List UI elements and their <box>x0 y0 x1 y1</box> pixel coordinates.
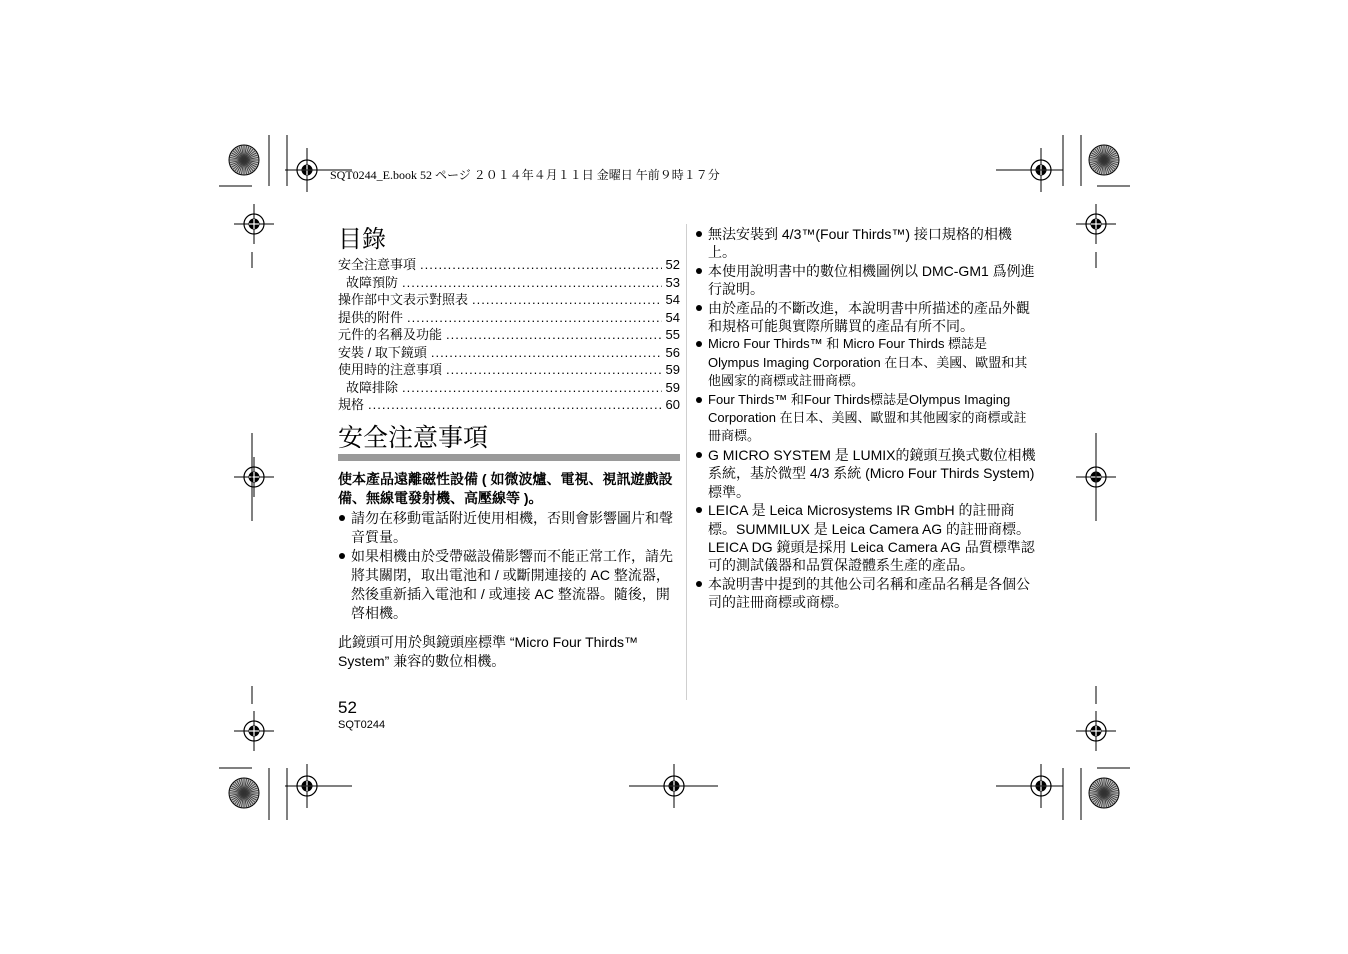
toc-entry-page: 52 <box>665 257 680 272</box>
notice-bullet-list <box>695 225 1037 612</box>
toc-entry-4[interactable] <box>338 326 680 344</box>
toc-entry-page: 53 <box>665 274 680 290</box>
notice-bullet-3: Micro Four Thirds™ 和 Micro Four Thirds 標誌是 Olympus Imaging Corporation 在日本、美國、歐盟和其他國家的商標或註冊商標。 <box>695 335 1037 390</box>
toc-entry-1[interactable] <box>338 274 680 292</box>
registration-crosshair-mark <box>234 204 274 244</box>
toc-entry-label: 操作部中文表示對照表 <box>338 292 469 307</box>
safety-bullet-list <box>338 509 680 623</box>
compatibility-note: 此鏡頭可用於與鏡頭座標準 “Micro Four Thirds™ System” 兼容的數位相機。 <box>338 633 638 669</box>
notice-bullet-4: Four Thirds™ 和Four Thirds標誌是Olympus Imaging Corporation 在日本、美國、歐盟和其他國家的商標或註冊商標。 <box>695 391 1037 446</box>
color-registration-starburst <box>229 145 259 175</box>
toc-entry-page: 55 <box>665 327 680 342</box>
toc-leader-dots <box>446 326 662 344</box>
toc-leader-dots <box>402 274 662 292</box>
toc-leader-dots <box>431 344 662 362</box>
toc-leader-dots <box>407 309 662 327</box>
toc-entry-page: 56 <box>665 344 680 360</box>
notice-bullet-0: 無法安裝到 4/3™(Four Thirds™) 接口規格的相機上。 <box>695 225 1037 262</box>
toc-entry-label: 故障排除 <box>346 379 399 395</box>
toc-entry-label: 安裝 / 取下鏡頭 <box>338 344 427 360</box>
toc-entry-8[interactable] <box>338 396 680 414</box>
toc-entry-page: 54 <box>665 309 680 325</box>
toc-entry-label: 使用時的注意事項 <box>338 362 443 377</box>
safety-bullet-0: 請勿在移動電話附近使用相機，否則會影響圖片和聲音質量。 <box>338 509 680 547</box>
notice-bullet-2: 由於產品的不斷改進，本說明書中所描述的產品外觀和規格可能與實際所購買的產品有所不同。 <box>695 299 1037 336</box>
toc-entry-3[interactable] <box>338 309 680 327</box>
notice-bullet-5: G MICRO SYSTEM 是 LUMIX的鏡頭互換式數位相機系統，基於微型 4/3 系統 (Micro Four Thirds System) 標準。 <box>695 446 1037 501</box>
page-number: 52 <box>338 698 357 717</box>
left-column <box>338 224 680 671</box>
color-registration-starburst <box>1089 145 1119 175</box>
registration-crosshair-mark <box>1076 711 1116 751</box>
toc-leader-dots <box>446 361 662 379</box>
notice-bullet-1: 本使用說明書中的數位相機圖例以 DMC-GM1 爲例進行說明。 <box>695 262 1037 299</box>
toc-entry-page: 59 <box>665 362 680 377</box>
toc-entry-label: 安全注意事項 <box>338 257 417 272</box>
right-column <box>695 224 1037 612</box>
toc-entry-0[interactable] <box>338 256 680 274</box>
toc-entry-6[interactable] <box>338 361 680 379</box>
toc-entry-7[interactable] <box>338 379 680 397</box>
toc-entry-label: 元件的名稱及功能 <box>338 327 443 342</box>
color-registration-starburst <box>229 778 259 808</box>
registration-crosshair-mark <box>234 457 274 497</box>
toc-title: 目錄 <box>338 226 386 253</box>
toc-entry-label: 規格 <box>338 397 365 412</box>
toc-entry-page: 54 <box>665 292 680 307</box>
toc-leader-dots <box>420 256 662 274</box>
toc-entry-5[interactable] <box>338 344 680 362</box>
registration-crosshair-mark <box>1076 204 1116 244</box>
print-header: SQT0244_E.book 52 ページ ２０１４年４月１１日 金曜日 午前９時１７分 <box>330 168 720 182</box>
color-registration-starburst <box>1089 778 1119 808</box>
safety-heading: 使本產品遠離磁性設備 ( 如微波爐、電視、視訊遊戲設備、無線電發射機、高壓線等 )。 <box>338 470 673 506</box>
toc-entry-2[interactable] <box>338 291 680 309</box>
toc-leader-dots <box>472 291 662 309</box>
table-of-contents <box>338 256 680 414</box>
toc-entry-label: 故障預防 <box>346 274 399 290</box>
notice-bullet-6: LEICA 是 Leica Microsystems IR GmbH 的註冊商標。SUMMILUX 是 Leica Camera AG 的註冊商標。LEICA DG 鏡頭是採用 Leica Camera AG 品質標準認可的測試儀器和品質保證體系生產的產品。 <box>695 501 1037 575</box>
safety-section-title: 安全注意事項 <box>338 423 489 452</box>
registration-crosshair-mark <box>234 711 274 751</box>
toc-leader-dots <box>368 396 662 414</box>
safety-bullet-1: 如果相機由於受帶磁設備影響而不能正常工作，請先將其關閉，取出電池和 / 或斷開連接的 AC 整流器，然後重新插入電池和 / 或連接 AC 整流器。隨後，開啓相機。 <box>338 547 680 623</box>
document-code: SQT0244 <box>338 719 386 731</box>
toc-leader-dots <box>402 379 662 397</box>
toc-entry-label: 提供的附件 <box>338 309 404 325</box>
toc-entry-page: 59 <box>665 379 680 395</box>
column-divider <box>686 224 687 700</box>
notice-bullet-7: 本說明書中提到的其他公司名稱和產品名稱是各個公司的註冊商標或商標。 <box>695 575 1037 612</box>
toc-entry-page: 60 <box>665 397 680 412</box>
